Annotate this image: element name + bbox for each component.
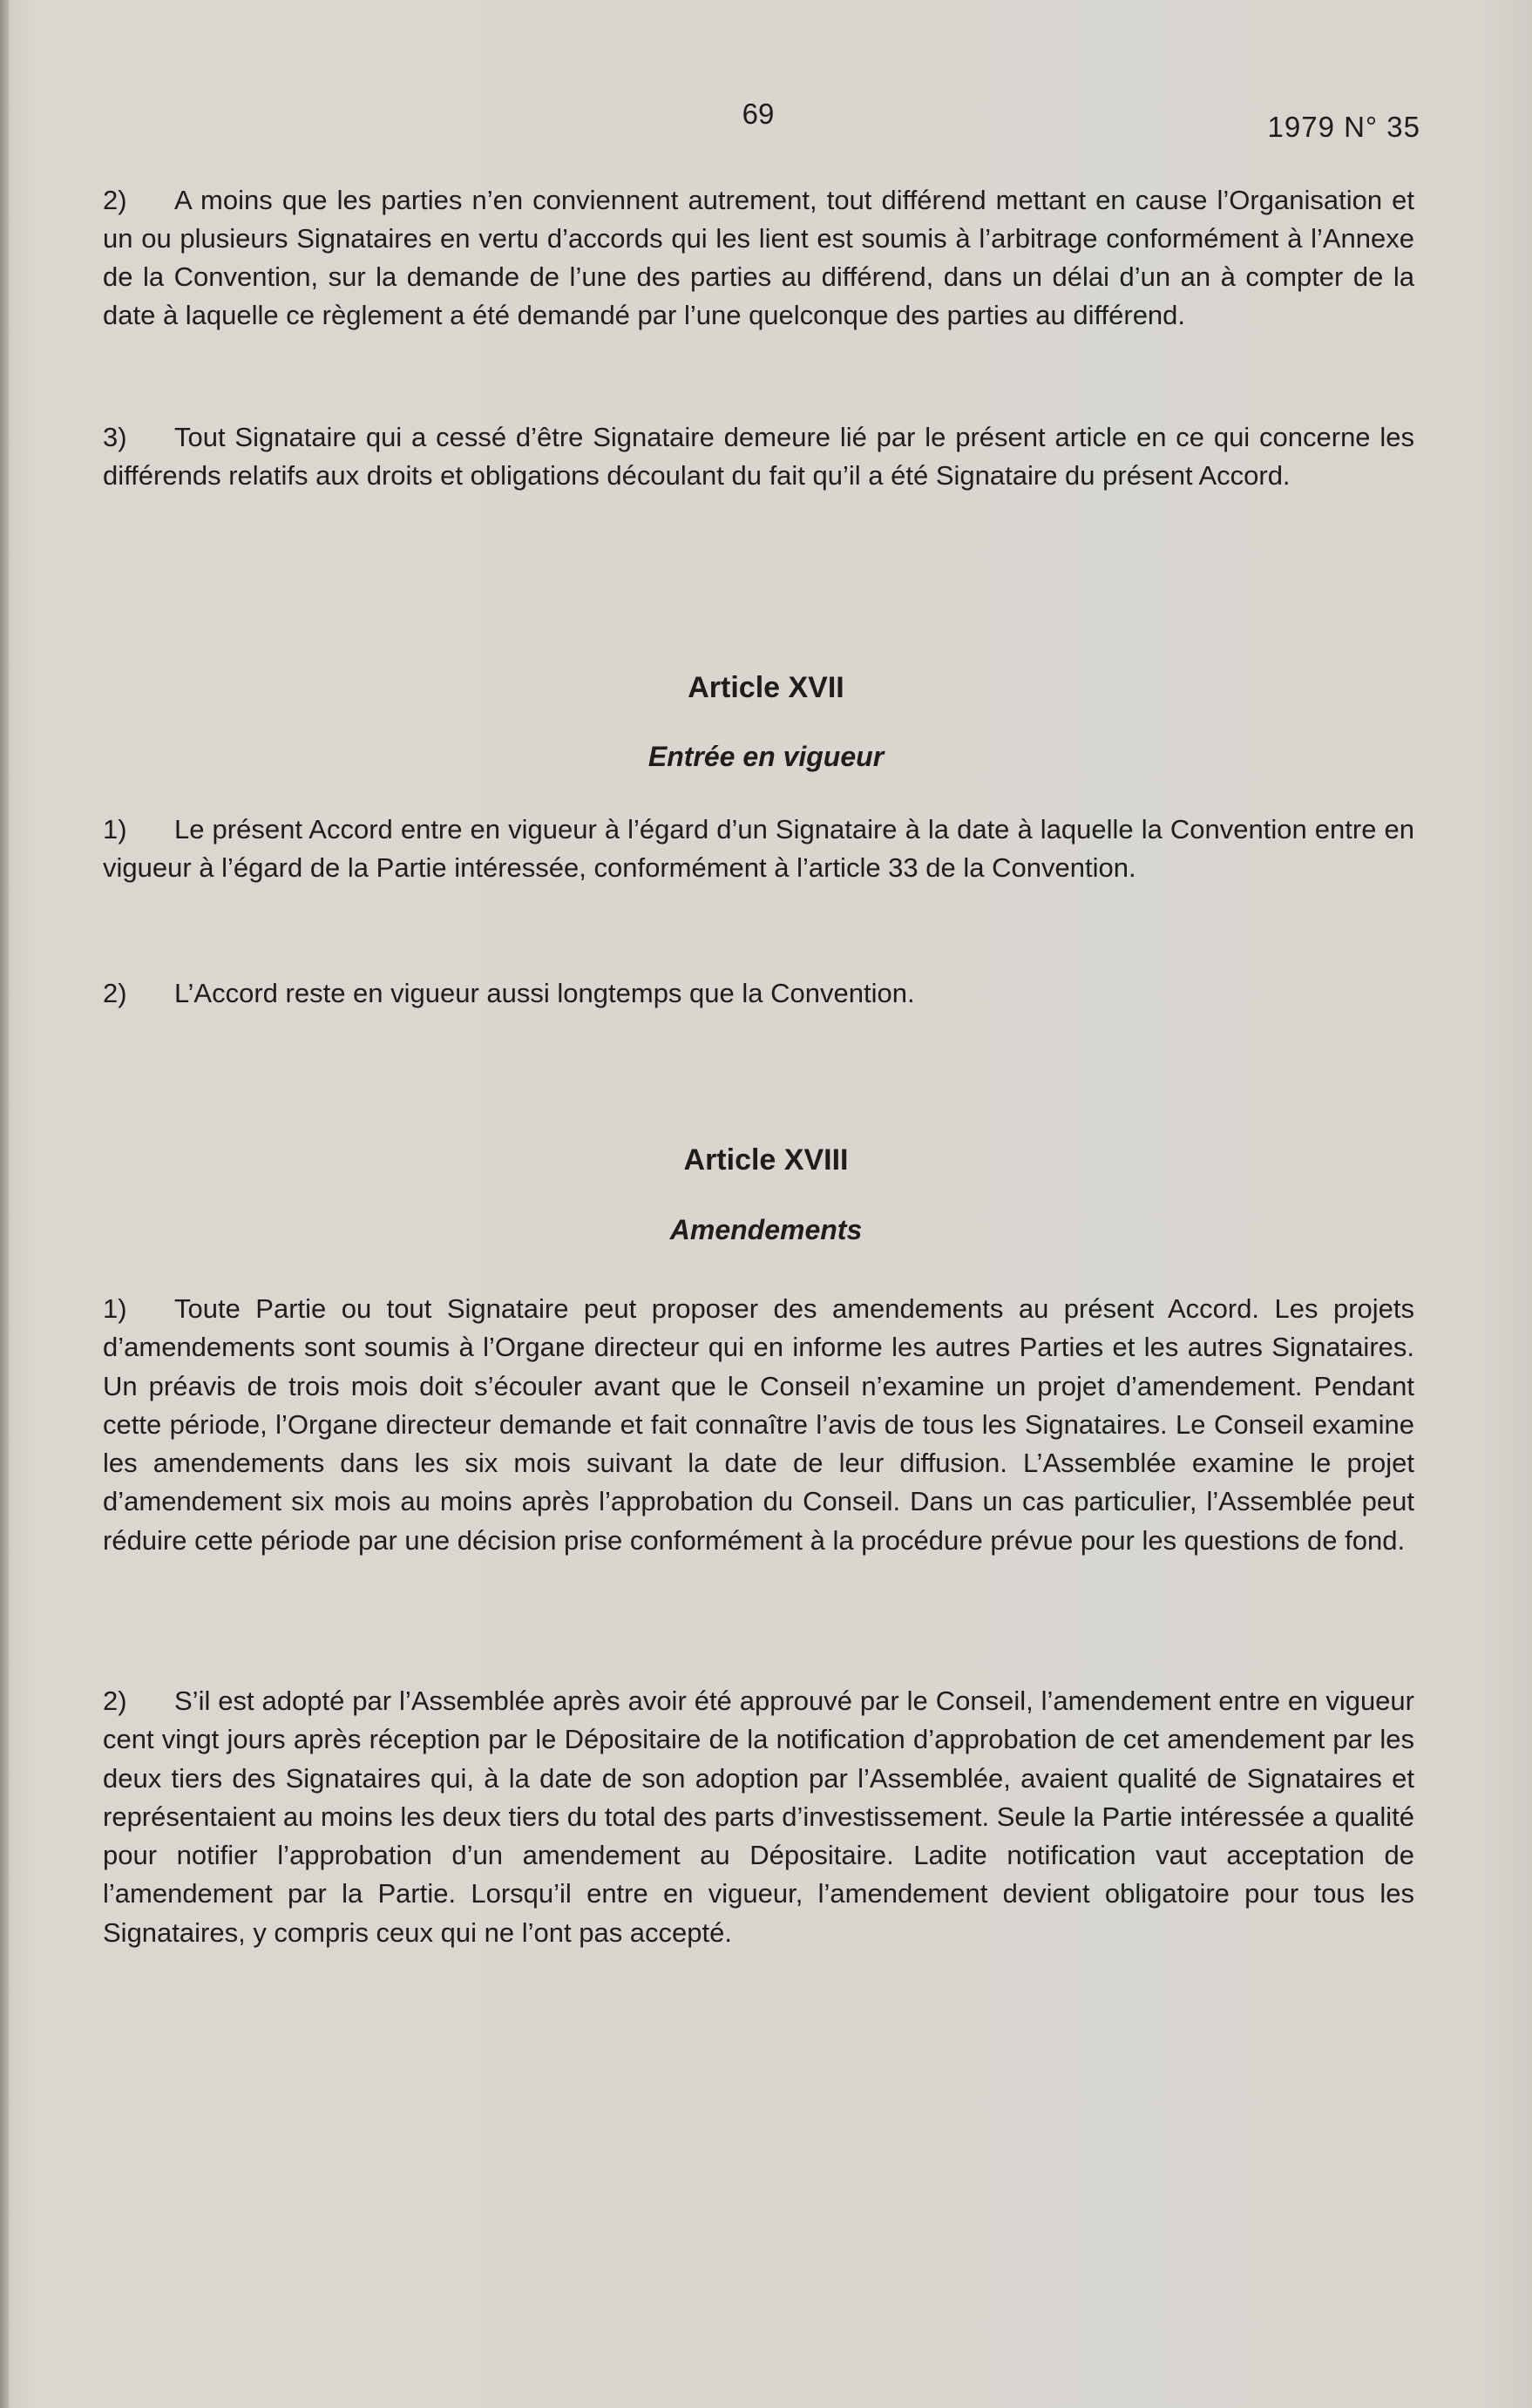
paragraph-text: Toute Partie ou tout Signataire peut proposer des amendements au présent Accord. Les projets d’amendements sont soumis à l’Organe directeur qui en informe les autres Parties et les autres Signataires. Un préavis de trois mois doit s’écouler avant que le Conseil n’examine un projet d’amendement. Pendant cette période, l’Organe directeur demande et fait connaître l’avis de tous les Signataires. Le Conseil examine les amendements dans les six mois suivant la date de leur diffusion. L’Assemblée examine le projet d’amendement six mois au moins après l’approbation du Conseil. Dans un cas particulier, l’Assemblée peut réduire cette période par une décision prise conformément à la procédure prévue pour les questions de fond. — [103, 1293, 1414, 1556]
page-number: 69 — [742, 98, 775, 130]
article-18-paragraph-1 — [103, 1290, 1414, 1560]
article-17-heading: Article XVII — [688, 671, 844, 704]
paragraph-text: L’Accord reste en vigueur aussi longtemps que la Convention. — [174, 978, 915, 1008]
article-16-paragraph-2 — [103, 181, 1414, 335]
article-18-heading: Article XVIII — [683, 1143, 849, 1177]
paragraph-text: Tout Signataire qui a cessé d’être Signataire demeure lié par le présent article en ce qui concerne les différends relatifs aux droits et obligations découlant du fait qu’il a été Signataire du présent Accord. — [103, 422, 1414, 491]
paragraph-text: Le présent Accord entre en vigueur à l’égard d’un Signataire à la date à laquelle la Convention entre en vigueur à l’égard de la Partie intéressée, conformément à l’article 33 de la Convention. — [103, 814, 1414, 883]
paragraph-number: 2) — [103, 1686, 127, 1716]
article-17-paragraph-2 — [103, 974, 1414, 1013]
paragraph-text: S’il est adopté par l’Assemblée après avoir été approuvé par le Conseil, l’amendement entre en vigueur cent vingt jours après réception par le Dépositaire de la notification d’approbation de cet amendement par les deux tiers des Signataires qui, à la date de son adoption par l’Assemblée, avaient qualité de Signataires et représentaient au moins les deux tiers du total des parts d’investissement. Seule la Partie intéressée a qualité pour notifier l’approbation d’un amendement au Dépositaire. Ladite notification vaut acceptation de l’amendement par la Partie. Lorsqu’il entre en vigueur, l’amendement devient obligatoire pour tous les Signataires, y compris ceux qui ne l’ont pas accepté. — [103, 1686, 1414, 1948]
article-18-paragraph-2 — [103, 1682, 1414, 1952]
paragraph-number: 2) — [103, 978, 127, 1008]
paragraph-number: 1) — [103, 814, 127, 844]
paragraph-number: 2) — [103, 185, 127, 215]
year-issue-number: 1979 N° 35 — [1267, 111, 1420, 143]
article-16-paragraph-3 — [103, 418, 1414, 495]
article-18-title: Amendements — [669, 1214, 863, 1245]
article-17-paragraph-1 — [103, 811, 1414, 887]
paragraph-number: 3) — [103, 422, 127, 452]
page-binding-edge — [0, 0, 9, 2408]
article-17-title: Entrée en vigueur — [647, 741, 885, 772]
paragraph-number: 1) — [103, 1293, 127, 1324]
paragraph-text: A moins que les parties n’en conviennent autrement, tout différend mettant en cause l’Organisation et un ou plusieurs Signataires en vertu d’accords qui les lient est soumis à l’arbitrage conformément à l’Annexe de la Convention, sur la demande de l’une des parties au différend, dans un délai d’un an à compter de la date à laquelle ce règlement a été demandé par l’une quelconque des parties au différend. — [103, 185, 1414, 330]
